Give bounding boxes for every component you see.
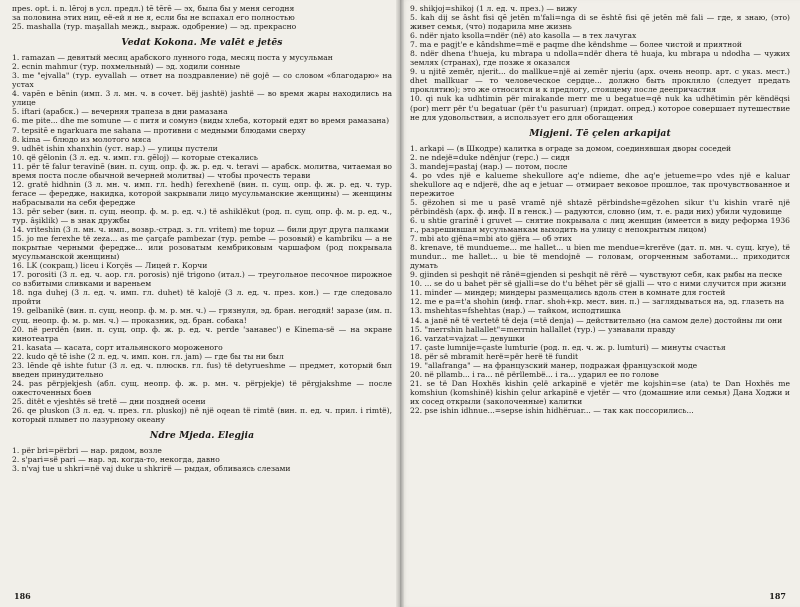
glossary-entry: 6. me pite... dhe me somune — с питя и сомунэ (виды хлеба, который едят во время рамазана) xyxy=(12,116,390,126)
glossary-entry: 21. se të Dan Hoxhës kishin çelë arkapinë e vjetër me kojshin=se (ata) te Dan Hoxhës me komshiun (komshinë) kishin çelur arkapinë e vjetër — что (домашние или семья) Дана Ходжи и их сосед открыли (заколоченные) калитки xyxy=(410,378,790,406)
glossary-entry: 9. gjinden si peshqit në rânë=gjenden si peshqit në rërë — чувствуют себя, как рыбы на песке xyxy=(410,270,783,280)
book-gutter xyxy=(396,0,404,607)
glossary-entry: 9. udhēt ishin xhanxhin (уст. нар.) — улицы пустели xyxy=(12,143,218,153)
glossary-entry: 14. vriteshin (3 л. мн. ч. имп., возвр.-страд. з. гл. vritem) me topuz — били друг друга палками xyxy=(12,225,390,235)
glossary-entry: 22. kudo që tē ishe (2 л. ед. ч. имп. кон. гл. jam) — где бы ты ни был xyxy=(12,351,284,361)
glossary-entry: 25. ditët e vjeshtës së tretë — дни поздней осени xyxy=(12,396,206,406)
glossary-entry: 17. çaste lumnije=çaste lumturie (род. п. ед. ч. ж. р. lumturi) — минуты счастья xyxy=(410,342,726,352)
right-entries xyxy=(410,144,790,415)
section-title-ndre-mjeda: Ndre Mjeda. Elegjia xyxy=(149,430,255,442)
left-top-lines xyxy=(12,4,392,31)
glossary-entry: 5. iftari (арабск.) — вечерняя трапеза в дни рамазана xyxy=(12,107,228,117)
glossary-entry: 7. mbi ato gjêna=mbi ato gjëra — об этих xyxy=(410,234,572,244)
glossary-entry: 21. kasata — касата, сорт итальянского мороженого xyxy=(12,342,223,352)
glossary-entry: 4. vapēn e bēnin (имп. 3 л. мн. ч. в сочет. bëj jashtë) jashtë — во время жары находились на улице xyxy=(12,89,392,108)
glossary-entry: 13. mshehtas=fshehtas (нар.) — тайком, исподтишка xyxy=(410,306,621,316)
glossary-entry: 19. "allafranga" — на французский манер, подражая французской моде xyxy=(410,360,698,370)
section-title-vedat-kokona: Vedat Kokona. Me valēt e jetēs xyxy=(121,37,283,49)
glossary-entry: 3. mandej=pastaj (нар.) — потом, после xyxy=(410,161,568,171)
glossary-entry: 8. kima — блюдо из молотого мяса xyxy=(12,134,152,144)
glossary-line: 25. mashalla (тур. maşallah межд., выраж. одобрение) — эд. прекрасно xyxy=(12,22,297,32)
glossary-entry: 16. varzat=vajzat — девушки xyxy=(410,333,525,343)
glossary-entry: 24. pas përpjekjesh (абл. сущ. неопр. ф. ж. р. мн. ч. përpjekje) të përgjakshme — после ожесточенных боев xyxy=(12,378,392,397)
glossary-entry: 18. për së mbramit herë=për herë të fundit xyxy=(410,351,579,361)
glossary-line: преs. opt. i. n. lēroj в усл. предл.) tē tērē — эх, была бы у меня сегодня xyxy=(12,4,295,13)
glossary-entry: 15. "merrshin hallallet"=merrnin hallallet (тур.) — узнавали правду xyxy=(410,324,676,334)
glossary-entry: 10. qi nuk ka udhtimin për mirakande merr me u begatue=që nuk ka udhëtimin për këndëqsi (por) merr për t'u begatuar (për t'u pasuruar) (придат. опред.) которое совершает путешествие не для удовольствия, а использует его для обогащения xyxy=(410,94,790,122)
glossary-entry: 22. pse ishin idhnue...=sepse ishin hidhëruar... — так как поссорились... xyxy=(410,405,694,415)
left-section1-entries xyxy=(12,53,392,424)
glossary-entry: 20. në pllamb... i ra... në përllembë... i ra... ударил ее по голове xyxy=(410,369,659,379)
glossary-entry: 12. gratë hidhnin (3 л. мн. ч. имп. гл. hedh) ferexhenë (вин. п. сущ. опр. ф. ж. р. ед. ч. тур. ferace — фередже, накидка, которой закрывали лицо мусульманские женщины) — женщины набрасывали на себя фередже xyxy=(12,179,392,207)
glossary-entry: 13. për seber (вин. п. сущ. неопр. ф. м. р. ед. ч.) të ashiklëkut (род. п. сущ. опр. ф. м. р. ед. ч., тур. âşiklik) — в знак дружбы xyxy=(12,206,392,225)
glossary-entry: 3. me "ejvalla" (тур. eyvallah — ответ на поздравление) në gojë — со словом «благодарю» на устах xyxy=(12,71,392,90)
glossary-entry: 10. që gēlonin (3 л. ед. ч. имп. гл. gēloj) — которые стекались xyxy=(12,152,258,162)
glossary-entry: 2. ecnin mahmur (тур. похмельный) — эд. ходили сонные xyxy=(12,62,241,72)
glossary-entry: 7. ma e pagjt'e e kândshme=më e paqme dhe këndshme — более чистой и приятной xyxy=(410,40,742,50)
glossary-entry: 8. krenave, të mundueme... me hallet... u bien me mendue=krerëve (дат. п. мн. ч. сущ. krye), të mundur... me hallet... u bie të mendojnë — головам, огорченным заботами... приходится думать xyxy=(410,243,790,271)
glossary-entry: 18. nga duhej (3 л. ед. ч. имп. гл. duhet) të kalojē (3 л. ед. ч. през. кон.) — где следовало пройти xyxy=(12,288,392,307)
glossary-entry: 19. gelbanikē (вин. п. сущ. неопр. ф. м. р. мн. ч.) — грязнуля, эд. бран. негодяй! заразе (им. п. сущ. неопр. ф. м. р. мн. ч.) — проказник, эд. бран. собака! xyxy=(12,306,392,325)
left-section2-entries xyxy=(12,446,392,473)
glossary-entry: 11. minder — миндер; миндеры размещались вдоль стен в комнате для гостей xyxy=(410,288,726,298)
glossary-entry: 26. qe pluskon (3 л. ед. ч. през. гл. pluskoj) në një oqean të rimtë (вин. п. ед. ч. прил. i rimtë), который плывет по лазурному океану xyxy=(12,405,392,425)
glossary-entry: 4. po vdes një e kalueme shekullore aq'e ndieme, dhe aq'e jetueme=po vdes një e kaluar shekullore aq e ndjerë, dhe aq e jetuar — отмирает вековое прошлое, так прочувствованное и пережитое xyxy=(410,170,790,198)
glossary-entry: 5. gëzohen si me u pasē vramē një shtazē përbindshe=gëzohen sikur t'u kishin vrarē një përbindësh (арх. ф. инф. II в генск.) — радуются, словно (им, т. е. ради них) убили чудовище xyxy=(410,197,790,216)
glossary-entry: 6. ndër njato ksolla=ndër (në) ato kasolla — в тех лачугах xyxy=(410,31,637,41)
glossary-line: за половина этих ниц, её-ей я не я, если бы не вспахал его полностью xyxy=(12,13,295,23)
glossary-entry: 12. me e pa=t'a shohin (инф. глаг. shoh+кр. мест. вин. п.) — заглядываться на, эд. глазеть на xyxy=(410,297,785,307)
right-page xyxy=(400,0,800,607)
glossary-entry: 6. u shtie grarinë i gruvet — снятие покрывала с лиц женщин (имеется в виду реформа 1936 г., разрешившая мусульманкам выходить на улицу с непокрытым лицом) xyxy=(410,215,790,235)
section-title-migjeni: Migjeni. Tē çelen arkapijat xyxy=(529,127,671,139)
glossary-entry: 1. për bri=përbri — нар. рядом, возле xyxy=(12,446,162,456)
page-number-left: 186 xyxy=(14,591,31,601)
glossary-entry: 2. ne ndejë=duke ndënjur (герс.) — сидя xyxy=(410,152,570,162)
glossary-entry: 9. u njitē zemër, njerit... do mallkue=një ai zemër njeriu (арх. очень неопр. арт. с указ. мест.) dhet mallkuar — то человеческое сердце... должно быть прокляло (следует предать проклятию); это же относится и к предлогу, стоящему после деепричастия xyxy=(410,67,790,95)
glossary-entry: 3. n'vaj tue u shkri=në vaj duke u shkrirë — рыдая, обливаясь слезами xyxy=(12,464,291,474)
glossary-entry: 20. në perdën (вин. п. сущ. опр. ф. ж. р. ед. ч. perde 'занавес') e Kinema-së — на экране кинотеатра xyxy=(12,324,392,343)
glossary-entry: 17. porositi (3 л. ед. ч. аор. гл. porosis) një trigono (итал.) — треугольное песочное пирожное со взбитыми сливками и вареньем xyxy=(12,270,392,289)
glossary-entry: 14. a janë në të vertetë të deja (=të denja) — действительно (на самом деле) достойны ли они xyxy=(410,315,783,325)
glossary-entry: 9. shikjoj=shikoj (1 л. ед. ч. през.) — вижу xyxy=(410,4,578,13)
glossary-entry: 2. s'pari=së pari — нар. эд. когда-то, некогда, давно xyxy=(12,455,220,465)
glossary-entry: 23. lēnde që ishte futur (3 л. ед. ч. плюскв. гл. fus) të detyrueshme — предмет, который был введен принудительно xyxy=(12,360,392,379)
glossary-entry: 15. jo me ferexhe të zeza... as me çarçafe pambezar (тур. pembe — розовый) e kambriku — а не покрытые черными фередже... или розоватым кембриковым чаршафом (род покрывала мусульманской женщины) xyxy=(12,234,392,262)
glossary-entry: 11. për tē falur teravinē (вин. п. сущ. опр. ф. ж. р. ед. ч. teravi — арабск. молитва, читаемая во время поста после обычной вечерней молитвы) — чтобы прочесть терави xyxy=(12,161,392,180)
glossary-entry: 16. LK (сокращ.) liceu i Korçës — Лицей г. Корчи xyxy=(12,261,208,271)
right-top-lines xyxy=(410,4,790,122)
glossary-entry: 1. arkapi — (в Шкодре) калитка в ограде за домом, соединявшая дворы соседей xyxy=(410,143,732,153)
glossary-entry: 10. ... se do u bahet për së gjalli=se do t'u bëhet për së gjalli — что с ними случится при жизни xyxy=(410,279,787,289)
glossary-entry: 5. kah dij se âsht fisi qē jetēn m'fali=nga di se ēshtē fisi qē jetēn më fali — где, я знаю, (это) живет семья, (что) подарила мне жизнь xyxy=(410,13,790,32)
glossary-entry: 8. ndër dhena t'hueja, ku mbrapa u ndolla=ndër dhera të huaja, ku mbrapa u ndodha — чужих землях (странах), где позже я оказался xyxy=(410,49,790,68)
glossary-entry: 7. tepsitē e ngarkuara me sahana — противни с медными блюдами сверху xyxy=(12,125,306,135)
glossary-entry: 1. ramazan — девятый месяц арабского лунного года, месяц поста у мусульман xyxy=(12,53,333,63)
page-number-right: 187 xyxy=(769,591,786,601)
